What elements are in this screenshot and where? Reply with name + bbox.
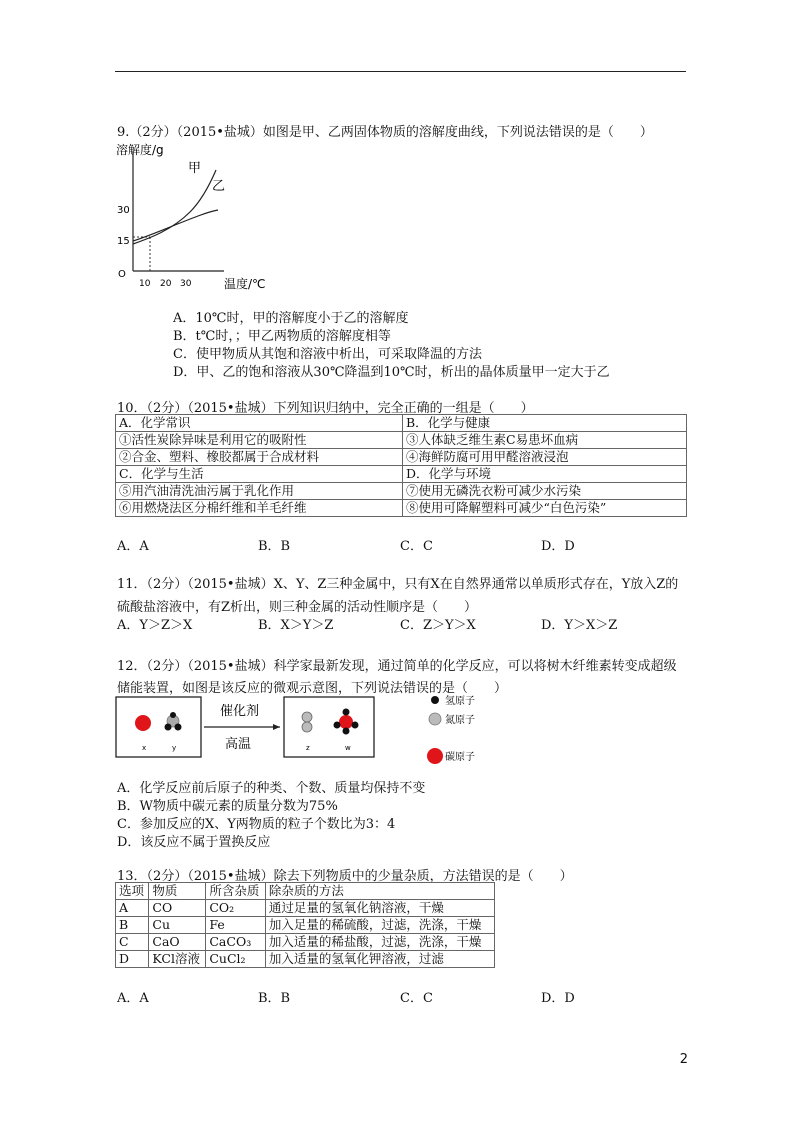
table-row: A．化学常识 B．化学与健康 [116, 415, 687, 432]
label-z: z [306, 744, 310, 752]
table-row: C CaO CaCO₃ 加入适量的稀盐酸，过滤，洗涤，干燥 [116, 934, 495, 951]
q9-option-d: D．甲、乙的饱和溶液从30℃降温到10℃时，析出的晶体质量甲一定大于乙 [173, 365, 610, 380]
label-w: w [345, 744, 351, 752]
y-axis-label: 溶解度/g [116, 143, 164, 157]
label-y: y [172, 744, 177, 752]
legend-h-icon [431, 696, 439, 704]
choice-b: B．B [258, 539, 291, 554]
header-rule [115, 71, 686, 72]
q13-table [115, 882, 495, 968]
h-atom-y2 [175, 724, 182, 731]
arrow-top-label: 催化剂 [220, 704, 260, 719]
h-atom-w2 [334, 722, 341, 729]
origin-label: O [118, 269, 126, 280]
table-row: 选项 物质 所含杂质 除杂质的方法 [116, 883, 495, 900]
h-atom-y1 [165, 724, 172, 731]
legend-c: 碳原子 [445, 752, 475, 763]
q11-line2: 硫酸盐溶液中，有Z析出，则三种金属的活动性顺序是（ ） [117, 600, 478, 615]
y-tick-15: 15 [117, 236, 130, 247]
q10-choices [0, 535, 800, 553]
choice-d: D．Y＞X＞Z [541, 618, 618, 633]
table-row: C．化学与生活 D．化学与环境 [116, 466, 687, 483]
q12-line1: 12．（2分）（2015•盐城）科学家最新发现，通过简单的化学反应，可以将树木纤维素转变成超级 [117, 659, 677, 674]
h-atom-y3 [170, 712, 176, 718]
arrow-bottom-label: 高温 [225, 737, 252, 752]
table-row: ⑤用汽油清洗油污属于乳化作用 ⑦使用无磷洗衣粉可减少水污染 [116, 483, 687, 500]
x-tick-10: 10 [139, 279, 151, 289]
x-tick-20: 20 [160, 279, 172, 289]
table-row: D KCl溶液 CuCl₂ 加入适量的氢氧化钾溶液，过滤 [116, 951, 495, 968]
carbon-atom-w [339, 715, 353, 729]
carbon-atom-x [135, 715, 151, 731]
x-tick-30: 30 [180, 279, 192, 289]
label-x: x [142, 744, 147, 752]
table-row: ①活性炭除异味是利用它的吸附性 ③人体缺乏维生素C易患坏血病 [116, 432, 687, 449]
choice-d: D．D [541, 991, 575, 1006]
choice-d: D．D [541, 539, 575, 554]
legend-h: 氢原子 [445, 696, 475, 707]
choice-c: C．Z＞Y＞X [400, 618, 476, 633]
q12-reaction-diagram [112, 690, 512, 770]
q12-option-c: C．参加反应的X、Y两物质的粒子个数比为3：4 [117, 817, 396, 832]
curve-jia [133, 170, 216, 244]
choice-b: B．X＞Y＞Z [258, 618, 334, 633]
legend-c-icon [427, 748, 443, 764]
table-row: ②合金、塑料、橡胶都属于合成材料 ④海鲜防腐可用甲醛溶液浸泡 [116, 449, 687, 466]
n-atom-z2 [302, 722, 312, 732]
q9-option-c: C．使甲物质从其饱和溶液中析出，可采取降温的方法 [173, 347, 482, 362]
q9-solubility-chart [112, 140, 277, 292]
q11-choices [0, 614, 800, 632]
q11-line1: 11．（2分）（2015•盐城）X、Y、Z三种金属中，只有X在自然界通常以单质形式存在，Y放入Z的 [117, 577, 679, 592]
label-yi: 乙 [212, 179, 226, 194]
q9-stem: 9.（2分）（2015•盐城）如图是甲、乙两固体物质的溶解度曲线，下列说法错误的是（ ） [117, 125, 653, 140]
page-number: 2 [679, 1052, 688, 1067]
q13-stem: 13．（2分）（2015•盐城）除去下列物质中的少量杂质，方法错误的是（ ） [117, 869, 573, 884]
product-box [284, 697, 374, 757]
legend-n: 氮原子 [445, 715, 475, 726]
q9-option-b: B．t℃时，；甲乙两物质的溶解度相等 [173, 329, 391, 344]
table-row: B Cu Fe 加入足量的稀硫酸，过滤，洗涤，干燥 [116, 917, 495, 934]
choice-a: A．A [117, 539, 149, 554]
legend-n-icon [429, 713, 441, 725]
q12-option-d: D．该反应不属于置换反应 [117, 835, 271, 850]
curve-yi [133, 210, 218, 241]
h-atom-w1 [343, 709, 350, 716]
q10-table [115, 414, 687, 517]
choice-a: A．Y＞Z＞X [117, 618, 193, 633]
q13-choices [0, 987, 800, 1005]
label-jia: 甲 [188, 161, 202, 176]
q12-line2: 储能装置，如图是该反应的微观示意图，下列说法错误的是（ ） [117, 681, 508, 696]
x-axis-label: 温度/℃ [224, 277, 266, 291]
q12-option-a: A．化学反应前后原子的种类、个数、质量均保持不变 [117, 781, 426, 796]
reactant-box [116, 697, 201, 757]
h-atom-w4 [343, 728, 350, 735]
table-row: ⑥用燃烧法区分棉纤维和羊毛纤维 ⑧使用可降解塑料可减少“白色污染” [116, 500, 687, 517]
q12-option-b: B．W物质中碳元素的质量分数为75% [117, 799, 338, 814]
h-atom-w3 [352, 722, 359, 729]
choice-a: A．A [117, 991, 149, 1006]
q9-option-a: A．10℃时，甲的溶解度小于乙的溶解度 [173, 311, 409, 326]
choice-b: B．B [258, 991, 291, 1006]
choice-c: C．C [400, 539, 433, 554]
y-tick-30: 30 [117, 205, 130, 216]
n-atom-z1 [302, 712, 312, 722]
choice-c: C．C [400, 991, 433, 1006]
arrow-head [273, 724, 280, 730]
table-row: A CO CO₂ 通过足量的氢氧化钠溶液，干燥 [116, 900, 495, 917]
q10-stem: 10．（2分）（2015•盐城）下列知识归纳中，完全正确的一组是（ ） [117, 401, 534, 416]
